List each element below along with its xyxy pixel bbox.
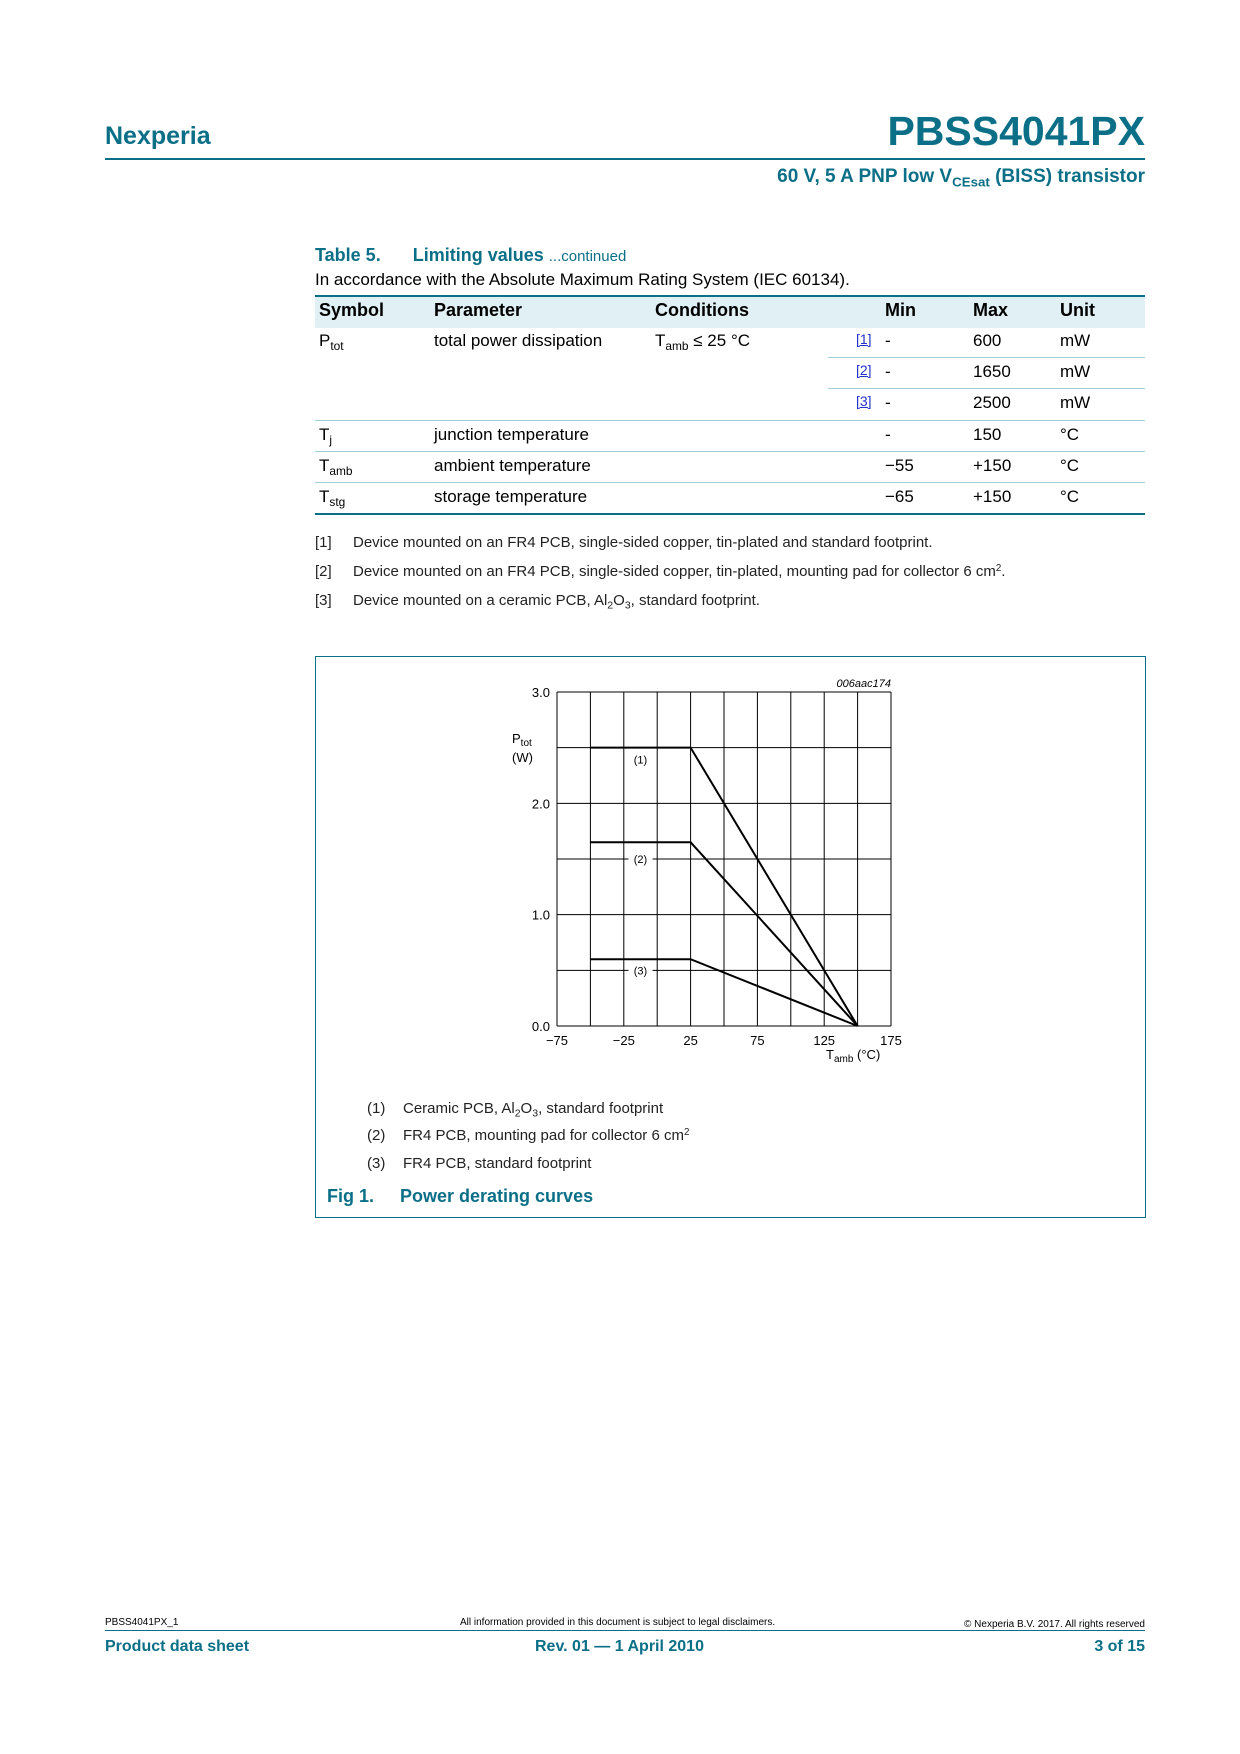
min: -: [885, 393, 891, 412]
table-title: Table 5. Limiting values ...continued: [315, 245, 627, 265]
subtitle: 60 V, 5 A PNP low $V_{CEsat}$ (BISS) transistor: [777, 166, 1145, 190]
max: 1650: [973, 362, 1011, 381]
footer-doc-type: Product data sheet: [105, 1638, 250, 1655]
parameter: total power dissipation: [434, 331, 603, 350]
x-axis-unit: (°C): [857, 1047, 881, 1062]
part-number: PBSS4041PX: [887, 108, 1145, 154]
parameter: storage temperature: [434, 487, 588, 506]
x-tick-label: 25: [683, 1033, 698, 1048]
min: −65: [885, 487, 914, 506]
max: +150: [973, 487, 1012, 506]
min: −55: [885, 456, 914, 475]
min: -: [885, 425, 891, 444]
y-axis-label: [512, 732, 532, 751]
symbol: $T_j$: [319, 425, 333, 448]
y-tick-label: 0.0: [531, 1019, 550, 1034]
symbol: $T_{amb}$: [319, 456, 353, 479]
legend-item: (1) Ceramic PCB, $Al_2O_3$, standard footprint: [367, 1100, 664, 1120]
footnote-link[interactable]: [1]: [856, 331, 872, 347]
col-min: Min: [885, 300, 916, 320]
unit: mW: [1060, 362, 1091, 381]
footer-revision: Rev. 01 — 1 April 2010: [535, 1638, 704, 1655]
conditions: $T_{amb} \le 25$ °C: [655, 331, 751, 354]
col-conditions: Conditions: [655, 300, 749, 320]
max: +150: [973, 456, 1012, 475]
y-tick-label: 2.0: [531, 796, 550, 812]
y-axis-unit: (W): [512, 750, 533, 765]
col-unit: Unit: [1060, 300, 1095, 320]
x-tick-label: −25: [612, 1033, 635, 1048]
x-tick-label: 75: [750, 1033, 765, 1048]
table-caption: In accordance with the Absolute Maximum Rating System (IEC 60134).: [315, 270, 850, 289]
max: 150: [973, 425, 1002, 444]
figure-code: 006aac174: [836, 678, 891, 690]
max: 2500: [973, 393, 1011, 412]
legend-item: (2) FR4 PCB, mounting pad for collector 6 $cm^2$: [367, 1127, 690, 1144]
footer-copyright: © Nexperia B.V. 2017. All rights reserved: [964, 1619, 1145, 1630]
unit: mW: [1060, 393, 1091, 412]
brand: Nexperia: [105, 122, 211, 150]
x-tick-label: 175: [880, 1033, 902, 1048]
x-tick-label: −75: [545, 1033, 569, 1048]
unit: °C: [1060, 456, 1080, 475]
x-axis-label-text: Tamb: [826, 1047, 854, 1065]
y-tick-label: 1.0: [531, 907, 550, 923]
series-label: (1): [633, 754, 648, 767]
x-axis-label: [826, 1048, 880, 1067]
footer-rule: [105, 1630, 1145, 1631]
y-axis-label-text: Ptot: [512, 731, 532, 749]
x-tick-label: 125: [813, 1033, 836, 1048]
max: 600: [973, 331, 1002, 350]
footer-doc-id: PBSS4041PX_1: [105, 1617, 179, 1628]
col-parameter: Parameter: [434, 300, 523, 320]
symbol: $P_{tot}$: [319, 331, 344, 354]
header-rule: [105, 158, 1145, 160]
parameter: junction temperature: [434, 425, 589, 444]
col-max: Max: [973, 300, 1009, 320]
y-tick-label: 3.0: [531, 685, 550, 700]
power-derating-chart: [480, 660, 940, 1080]
figure-caption: Fig 1. Power derating curves: [327, 1186, 594, 1206]
unit: °C: [1060, 487, 1080, 506]
footnote: [2] Device mounted on an FR4 PCB, single-sided copper, tin-plated, mounting pad for collector 6 $cm^2$.: [315, 563, 1006, 580]
col-symbol: Symbol: [319, 300, 385, 320]
min: -: [885, 362, 891, 381]
legend-item: (3) FR4 PCB, standard footprint: [367, 1155, 592, 1172]
unit: mW: [1060, 331, 1091, 350]
footnote-link[interactable]: [2]: [856, 362, 872, 378]
parameter: ambient temperature: [434, 456, 591, 475]
series-label: (3): [633, 965, 648, 978]
footnote-link[interactable]: [3]: [856, 393, 872, 409]
footer-disclaimer: All information provided in this document is subject to legal disclaimers.: [460, 1617, 776, 1628]
footnote: [1] Device mounted on an FR4 PCB, single-sided copper, tin-plated and standard footprint.: [315, 534, 933, 551]
footer-page: 3 of 15: [1094, 1638, 1145, 1655]
footnote: [3] Device mounted on a ceramic PCB, $Al_2O_3$, standard footprint.: [315, 592, 760, 612]
min: -: [885, 331, 891, 350]
series-label: (2): [633, 854, 648, 866]
symbol: $T_{stg}$: [319, 487, 346, 510]
unit: °C: [1060, 425, 1080, 444]
